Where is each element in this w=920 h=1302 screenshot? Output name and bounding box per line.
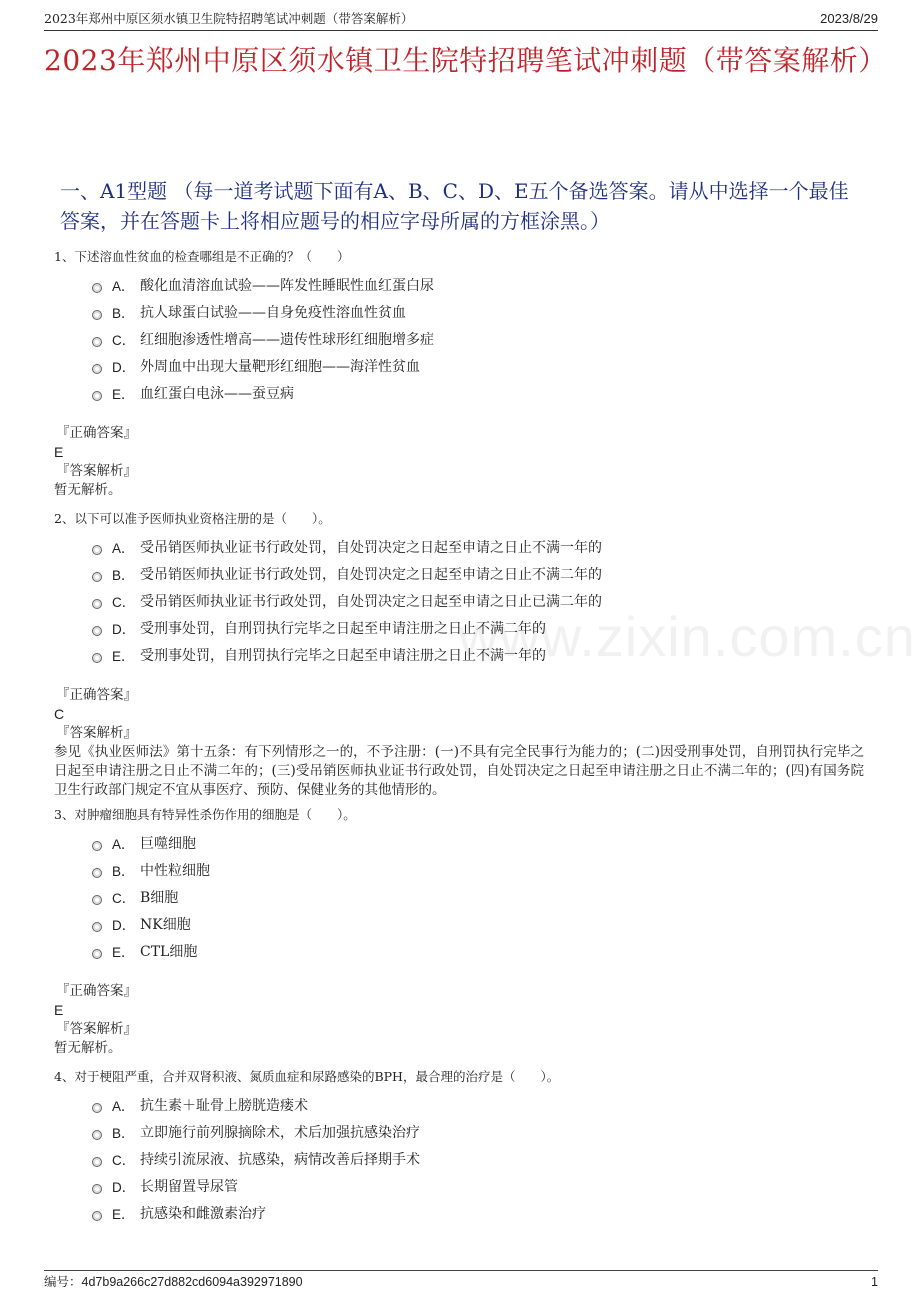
radio-icon[interactable] <box>92 922 102 932</box>
answer-label: 『正确答案』 <box>56 424 137 441</box>
option-text: 受吊销医师执业证书行政处罚，自处罚决定之日起至申请之日止不满一年的 <box>140 540 602 557</box>
option-list <box>92 1092 864 1226</box>
option-letter: B． <box>112 1126 135 1142</box>
option-text: 中性粒细胞 <box>140 863 210 880</box>
radio-icon[interactable] <box>92 364 102 374</box>
option-letter: A． <box>112 837 135 853</box>
option-text: 抗生素＋耻骨上膀胱造瘘术 <box>140 1098 308 1115</box>
question-1 <box>54 248 864 500</box>
option-a[interactable] <box>92 830 864 857</box>
analysis-label: 『答案解析』 <box>56 462 137 479</box>
watermark: www.zixin.com.cn <box>458 605 916 668</box>
option-text: 立即施行前列腺摘除术，术后加强抗感染治疗 <box>140 1125 420 1142</box>
question-stem: 2、以下可以准予医师执业资格注册的是（ ）。 <box>54 511 331 526</box>
option-letter: B． <box>112 864 135 880</box>
analysis-label: 『答案解析』 <box>56 1020 137 1037</box>
option-c[interactable] <box>92 1146 864 1173</box>
option-text: 红细胞渗透性增高——遗传性球形红细胞增多症 <box>140 331 434 348</box>
option-a[interactable] <box>92 1092 864 1119</box>
answer-block <box>54 686 864 800</box>
question-4 <box>54 1068 864 1226</box>
radio-icon[interactable] <box>92 949 102 959</box>
option-text: 血红蛋白电泳——蚕豆病 <box>140 385 294 402</box>
option-text: 巨噬细胞 <box>140 836 196 853</box>
option-e[interactable] <box>92 1199 864 1226</box>
answer-block <box>54 982 864 1058</box>
answer-value: C <box>54 705 65 722</box>
option-letter: E． <box>112 648 135 664</box>
radio-icon[interactable] <box>92 545 102 555</box>
radio-icon[interactable] <box>92 653 102 663</box>
radio-icon[interactable] <box>92 1157 102 1167</box>
option-text: 抗感染和雌激素治疗 <box>140 1205 266 1222</box>
answer-value: E <box>54 1001 64 1018</box>
option-letter: D． <box>112 1179 136 1195</box>
option-d[interactable] <box>92 910 864 937</box>
option-text: 受吊销医师执业证书行政处罚，自处罚决定之日起至申请之日止不满二年的 <box>140 567 602 584</box>
option-b[interactable] <box>92 1119 864 1146</box>
radio-icon[interactable] <box>92 310 102 320</box>
option-letter: E． <box>112 944 135 960</box>
radio-icon[interactable] <box>92 895 102 905</box>
option-letter: C． <box>112 1152 136 1168</box>
option-c[interactable] <box>92 588 864 615</box>
option-text: CTL细胞 <box>140 943 198 960</box>
option-letter: E． <box>112 386 135 402</box>
option-letter: D． <box>112 917 136 933</box>
document-id-label: 编号： <box>44 1274 82 1289</box>
radio-icon[interactable] <box>92 1211 102 1221</box>
option-letter: D． <box>112 359 136 375</box>
option-b[interactable] <box>92 561 864 588</box>
question-3 <box>54 806 864 1058</box>
section-heading: 一、A1型题 （每一道考试题下面有A、B、C、D、E五个备选答案。请从中选择一个最佳答案，并在答题卡上将相应题号的相应字母所属的方框涂黑。） <box>60 179 849 233</box>
option-e[interactable] <box>92 641 864 668</box>
radio-icon[interactable] <box>92 868 102 878</box>
radio-icon[interactable] <box>92 337 102 347</box>
option-letter: E． <box>112 1206 135 1222</box>
option-b[interactable] <box>92 857 864 884</box>
option-letter: C． <box>112 594 136 610</box>
radio-icon[interactable] <box>92 283 102 293</box>
option-text: 受吊销医师执业证书行政处罚，自处罚决定之日起至申请之日止已满二年的 <box>140 593 602 610</box>
option-b[interactable] <box>92 299 864 326</box>
option-text: 受刑事处罚，自刑罚执行完毕之日起至申请注册之日止不满一年的 <box>140 647 546 664</box>
header-date: 2023/8/29 <box>820 11 878 26</box>
option-list <box>92 534 864 668</box>
option-a[interactable] <box>92 272 864 299</box>
radio-icon[interactable] <box>92 1184 102 1194</box>
option-text: NK细胞 <box>140 916 191 933</box>
answer-label: 『正确答案』 <box>56 686 137 703</box>
radio-icon[interactable] <box>92 599 102 609</box>
option-letter: A． <box>112 541 135 557</box>
option-letter: C． <box>112 890 136 906</box>
question-stem: 1、下述溶血性贫血的检查哪组是不正确的？（ ） <box>54 249 350 264</box>
question-2 <box>54 510 864 800</box>
page-number: 1 <box>871 1275 878 1289</box>
question-stem: 3、对肿瘤细胞具有特异性杀伤作用的细胞是（ ）。 <box>54 807 356 822</box>
option-letter: D． <box>112 621 136 637</box>
radio-icon[interactable] <box>92 626 102 636</box>
analysis-text: 暂无解析。 <box>54 1039 122 1056</box>
option-list <box>92 272 864 406</box>
header-title: 2023年郑州中原区须水镇卫生院特招聘笔试冲刺题（带答案解析） <box>44 11 414 26</box>
radio-icon[interactable] <box>92 572 102 582</box>
radio-icon[interactable] <box>92 1130 102 1140</box>
answer-block <box>54 424 864 500</box>
analysis-text: 暂无解析。 <box>54 481 122 498</box>
option-text: 受刑事处罚，自刑罚执行完毕之日起至申请注册之日止不满二年的 <box>140 620 546 637</box>
analysis-text: 参见《执业医师法》第十五条：有下列情形之一的，不予注册：(一)不具有完全民事行为能力的；(二)因受刑事处罚，自刑罚执行完毕之日起至申请注册之日止不满二年的；(三)受吊销医师执业证书行政处罚，自处罚决定之日起至申请注册之日止不满二年的；(四)有国务院卫生行政部门规定不宜从事医疗、预防、保健业务的其他情形的。 <box>54 743 864 798</box>
document-id-code: 4d7b9a266c27d882cd6094a392971890 <box>81 1275 303 1289</box>
option-d[interactable] <box>92 1172 864 1199</box>
option-text: 抗人球蛋白试验——自身免疫性溶血性贫血 <box>140 305 406 322</box>
option-letter: A． <box>112 279 135 295</box>
option-d[interactable] <box>92 614 864 641</box>
option-a[interactable] <box>92 534 864 561</box>
radio-icon[interactable] <box>92 391 102 401</box>
option-letter: A． <box>112 1099 135 1115</box>
option-text: 持续引流尿液、抗感染，病情改善后择期手术 <box>140 1151 420 1168</box>
radio-icon[interactable] <box>92 1103 102 1113</box>
document-title: 2023年郑州中原区须水镇卫生院特招聘笔试冲刺题（带答案解析） <box>44 44 887 77</box>
document-id <box>44 1273 303 1291</box>
answer-value: E <box>54 443 64 460</box>
option-c[interactable] <box>92 326 864 353</box>
option-letter: B． <box>112 568 135 584</box>
answer-label: 『正确答案』 <box>56 982 137 999</box>
option-text: B细胞 <box>140 889 179 906</box>
question-stem: 4、对于梗阻严重，合并双肾积液、氮质血症和尿路感染的BPH，最合理的治疗是（ ）。 <box>54 1069 560 1084</box>
option-text: 外周血中出现大量靶形红细胞——海洋性贫血 <box>140 358 420 375</box>
option-e[interactable] <box>92 379 864 406</box>
option-letter: C． <box>112 332 136 348</box>
analysis-label: 『答案解析』 <box>56 724 137 741</box>
option-d[interactable] <box>92 352 864 379</box>
radio-icon[interactable] <box>92 841 102 851</box>
option-e[interactable] <box>92 937 864 964</box>
option-c[interactable] <box>92 884 864 911</box>
page-header <box>44 8 878 31</box>
option-text: 酸化血清溶血试验——阵发性睡眠性血红蛋白尿 <box>140 278 434 295</box>
option-list <box>92 830 864 964</box>
option-letter: B． <box>112 306 135 322</box>
option-text: 长期留置导尿管 <box>140 1178 238 1195</box>
page-footer <box>44 1270 878 1289</box>
